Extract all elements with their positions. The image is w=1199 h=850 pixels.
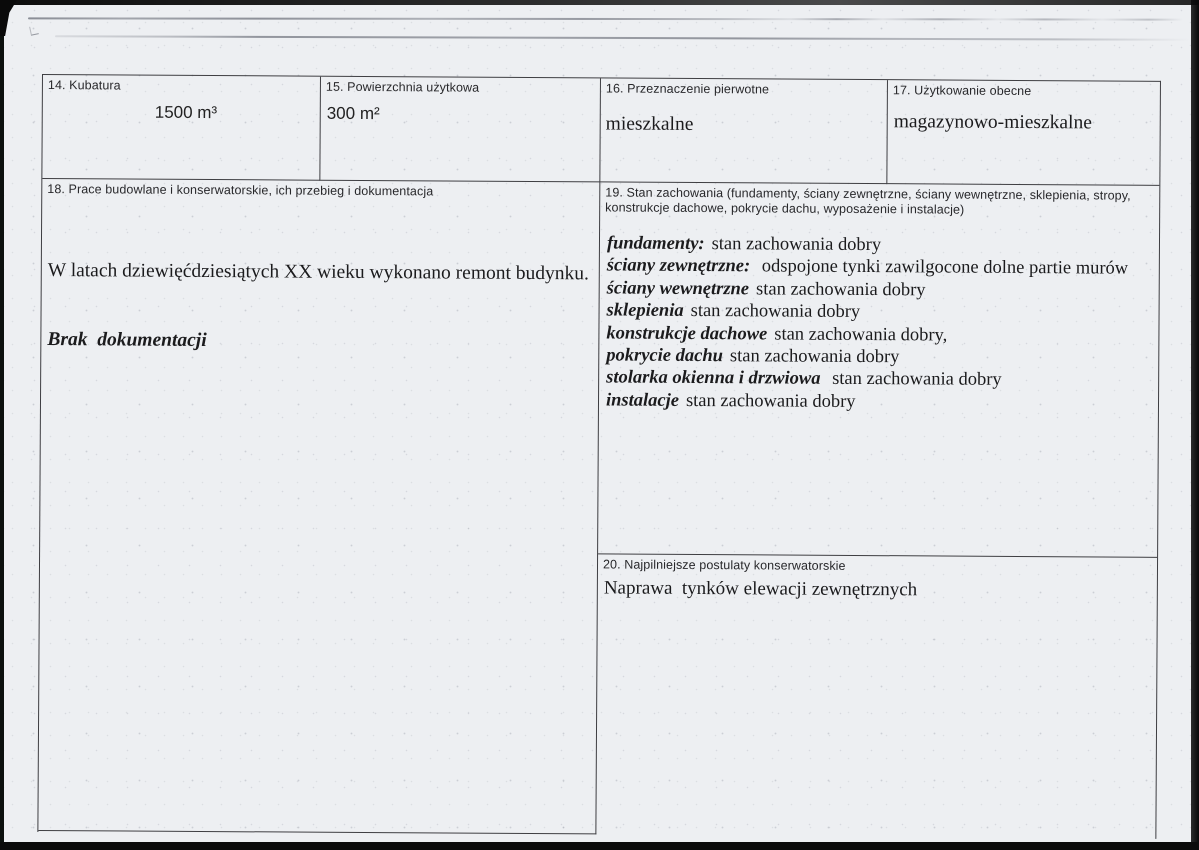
scan-streak-line xyxy=(55,35,1190,41)
scanner-edge-top xyxy=(0,0,1199,5)
scanner-edge-right xyxy=(1191,0,1199,850)
field-label: 16. Przeznaczenie pierwotne xyxy=(605,81,770,97)
field-value xyxy=(47,213,599,400)
condition-term: stolarka okienna i drzwiowa xyxy=(606,367,821,390)
cell-19-stan-zachowania xyxy=(598,182,1159,557)
condition-list xyxy=(606,232,1159,415)
condition-desc: stan zachowania dobry xyxy=(690,301,861,323)
condition-term: sklepienia xyxy=(606,300,684,322)
condition-term: pokrycie dachu xyxy=(606,345,723,367)
field-label: 20. Najpilniejsze postulaty konserwatorskie xyxy=(602,557,846,573)
condition-term: fundamenty: xyxy=(606,233,705,255)
cell-18-prace-budowlane xyxy=(38,179,600,834)
condition-item xyxy=(606,322,1158,348)
condition-item xyxy=(606,389,1158,415)
cell-14-kubatura xyxy=(42,75,321,181)
heritage-form-table xyxy=(37,74,1161,839)
cell-20-postulaty-konserwatorskie xyxy=(596,554,1157,838)
condition-term: ściany wewnętrzne xyxy=(606,278,750,300)
field-value: Naprawa tynków elewacji zewnętrznych xyxy=(603,577,918,601)
condition-item xyxy=(606,344,1158,370)
cell-17-uzytkowanie-obecne xyxy=(887,80,1160,186)
field-value: magazynowo-mieszkalne xyxy=(893,111,1092,134)
condition-term: konstrukcje dachowe xyxy=(606,323,768,345)
scan-streak-line xyxy=(28,17,1183,20)
condition-item xyxy=(607,277,1159,303)
condition-desc: stan zachowania dobry, xyxy=(774,324,948,346)
field-label: 14. Kubatura xyxy=(47,78,121,93)
scanner-corner-mark xyxy=(0,0,17,36)
condition-desc: stan zachowania dobry xyxy=(827,369,1002,391)
condition-term: ściany zewnętrzne: xyxy=(606,255,751,277)
condition-item xyxy=(606,300,1158,326)
field-value: mieszkalne xyxy=(605,113,694,135)
condition-desc: odspojone tynki zawilgocone dolne partie murów xyxy=(757,256,1129,280)
cell-16-przeznaczenie-pierwotne xyxy=(600,78,888,184)
field-label: 19. Stan zachowania (fundamenty, ściany zewnętrzne, ściany wewnętrzne, sklepienia, stropy, konstrukcje dachowe, pokrycie dachu, wyposażenie i instalacje) xyxy=(605,185,1131,217)
condition-desc: stan zachowania dobry xyxy=(711,234,882,256)
condition-desc: stan zachowania dobry xyxy=(685,390,856,412)
condition-item xyxy=(606,367,1158,393)
condition-item xyxy=(607,255,1159,281)
cell-15-powierzchnia xyxy=(320,77,601,183)
condition-desc: stan zachowania dobry xyxy=(729,346,900,368)
works-history-text: W latach dziewięćdziesiątych XX wieku wykonano remont budynku. xyxy=(47,260,590,285)
condition-term: instalacje xyxy=(605,390,680,411)
documentation-note: Brak dokumentacji xyxy=(47,329,207,352)
scanner-edge-bottom xyxy=(0,842,1199,850)
field-label: 17. Użytkowanie obecne xyxy=(892,83,1032,99)
field-value: 1500 m³ xyxy=(154,102,218,123)
condition-desc: stan zachowania dobry xyxy=(755,279,926,301)
field-value: 300 m² xyxy=(326,103,380,124)
scanner-edge-left xyxy=(0,0,4,850)
condition-item xyxy=(607,232,1159,258)
field-label: 18. Prace budowlane i konserwatorskie, ich przebieg i dokumentacja xyxy=(47,182,434,199)
field-label: 15. Powierzchnia użytkowa xyxy=(325,79,480,95)
pencil-mark xyxy=(29,25,39,35)
